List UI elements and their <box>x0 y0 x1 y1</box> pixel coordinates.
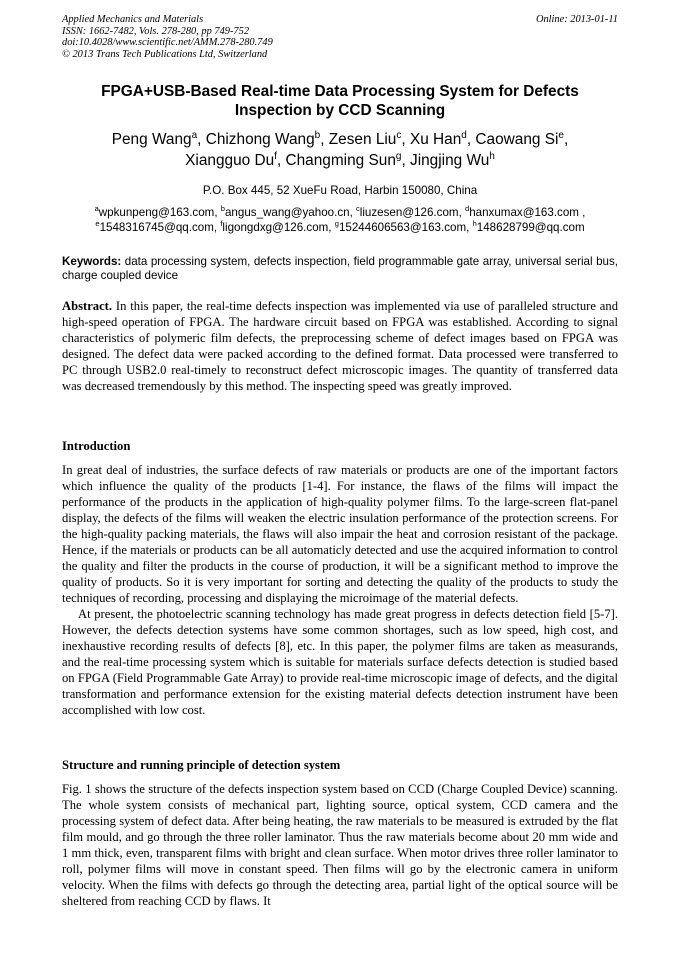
email-entry[interactable]: $^d$hanxumax@163.com , <box>465 204 586 219</box>
paragraph: Fig. 1 shows the structure of the defects inspection system based on CCD (Charge Coupled Device) scanning. The whole system consists of mechanical part, lighting source, optical system, CCD camera and the processing system of defect data. After being heating, the raw materials to be measured is extruded by the flat film mould, and go through the three roller laminator. Thus the raw materials become about 20 mm wide and 1 mm thick, even, transparent films with bright and clean surface. When motor drives three roller laminator to roll, polymer films will move in constant speed. Then films will go by the electronic camera in uniform velocity. When the films with defects go through the detecting area, partial light of the optical source will be sheltered from reaching CCD by flaws. It <box>62 782 618 908</box>
paragraph: In great deal of industries, the surface defects of raw materials or products are one of the important factors which influence the quality of the products [1-4]. For instance, the flaws of the films will impact the performance of the products in the application of high-quality polymer films. To the large-screen flat-panel display, the defects of the films will weaken the electric insulation performance of the protection screens. For the high-quality packing materials, the flaws will also impair the heat and corrosion resistant of the package. Hence, if the materials or products can be all automaticly detected and use the acquired information to control the quality and filter the products in the course of production, it will be a significant method to improve the quality of products. So it is very important for sorting and detecting the quality of the products to study the techniques of recording, processing and displaying the microimage of the material defects. <box>62 463 618 605</box>
doi-line[interactable]: doi:10.4028/www.scientific.net/AMM.278-280.749 <box>62 37 273 49</box>
email-entry[interactable]: $^a$wpkunpeng@163.com, <box>94 204 221 219</box>
paragraph: At present, the photoelectric scanning technology has made great progress in defects detection field [5-7]. However, the defects detection systems have some common shortages, such as low speed, high cost, and inexhaustive recording results of defects [8], etc. In this paper, the polymer films are taken as measurands, and the real-time processing system which is suitable for materials surface defects detection is studied based on FPGA (Field Programmable Gate Array) to provide real-time microscopic image of defects, and the digital transformation and performance extension for the existing material defects detection instrument have been accomplished with low cost. <box>62 607 618 717</box>
abstract-block <box>62 298 618 394</box>
email-list <box>62 205 618 235</box>
abstract-label: Abstract. <box>62 299 113 313</box>
copyright-line: © 2013 Trans Tech Publications Ltd, Switzerland <box>62 48 268 60</box>
introduction-heading: Introduction <box>62 439 131 453</box>
abstract-text: In this paper, the real-time defects inspection was implemented via use of paralleled structure and high-speed operation of FPGA. The hardware circuit based on FPGA was established. According to signal characteristics of polymeric film defects, the preprocessing scheme of defect images based on FPGA was designed. The defect data were packed according to the defined format. Data processed were transferred to PC through USB2.0 real-timely to reconstruct defect microscopic images. The quantity of transferred data was decreased tremendously by this method. The inspecting speed was greatly improved. <box>62 299 618 393</box>
email-entry[interactable]: $^f$ligongdxg@126.com, <box>220 219 335 234</box>
affiliation-address: P.O. Box 445, 52 XueFu Road, Harbin 150080, China <box>202 184 478 197</box>
email-entry[interactable]: $^b$angus_wang@yahoo.cn, <box>220 204 357 219</box>
issn-line: ISSN: 1662-7482, Vols. 278-280, pp 749-752 <box>62 25 250 37</box>
keywords-block <box>62 255 618 284</box>
email-entry[interactable]: $^c$liuzesen@126.com, <box>356 204 466 219</box>
email-entry[interactable]: $^h$148628799@qq.com <box>472 219 585 234</box>
structure-body <box>62 781 618 957</box>
journal-header <box>62 14 618 60</box>
author: Changming Sun$^g$, <box>285 150 410 169</box>
email-entry[interactable]: $^e$1548316745@qq.com, <box>95 219 221 234</box>
keywords-text: data processing system, defects inspection, field programmable gate array, universal serial bus, charge coupled device <box>62 255 618 283</box>
introduction-body <box>62 462 618 718</box>
author-list <box>62 129 618 171</box>
paper-title: FPGA+USB-Based Real-time Data Processing System for Defects Inspection by CCD Scanning <box>101 83 579 119</box>
author: Peng Wang$^a$, <box>111 129 206 148</box>
keywords-label: Keywords: <box>62 255 122 268</box>
author: Jingjing Wu$^h$ <box>410 150 495 169</box>
author: Caowang Si$^e$, <box>475 129 569 148</box>
online-date: Online: 2013-01-11 <box>535 14 618 25</box>
author: Xu Han$^d$, <box>409 129 476 148</box>
author: Xiangguo Du$^f$, <box>185 150 286 169</box>
author: Chizhong Wang$^b$, <box>205 129 329 148</box>
journal-name: Applied Mechanics and Materials <box>62 14 204 25</box>
structure-heading: Structure and running principle of detection system <box>62 758 341 772</box>
author: Zesen Liu$^c$, <box>328 129 410 148</box>
email-entry[interactable]: $^g$15244606563@163.com, <box>334 219 473 234</box>
